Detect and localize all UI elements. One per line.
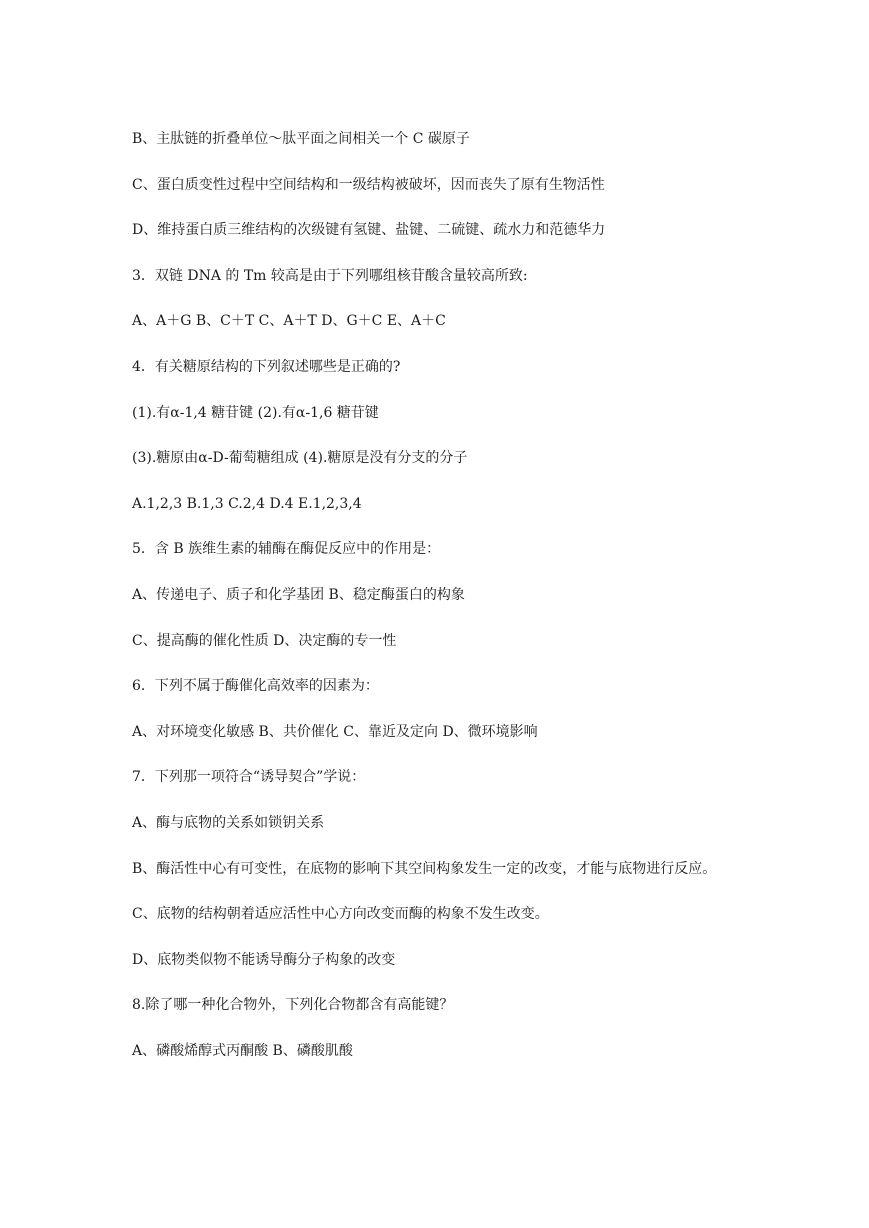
question-line: 6．下列不属于酶催化高效率的因素为： [132,678,379,695]
option-line: A、对环境变化敏感 B、共价催化 C、靠近及定向 D、微环境影响 [132,723,538,740]
question-line: 5．含 B 族维生素的辅酶在酶促反应中的作用是： [132,541,441,558]
option-line: D、维持蛋白质三维结构的次级键有氢键、盐键、二硫键、疏水力和范德华力 [132,222,606,239]
document-body [132,128,772,1085]
option-line: A、传递电子、质子和化学基团 B、稳定酶蛋白的构象 [132,586,465,603]
question-line: 3．双链 DNA 的 Tm 较高是由于下列哪组核苷酸含量较高所致: [132,267,528,284]
statement-line: (3).糖原由α-D-葡萄糖组成 (4).糖原是没有分支的分子 [132,450,468,467]
option-line: A、酶与底物的关系如锁钥关系 [132,814,325,831]
statement-line: (1).有α-1,4 糖苷键 (2).有α-1,6 糖苷键 [132,404,379,421]
question-line: 7．下列那一项符合“诱导契合”学说： [132,769,366,786]
option-line: B、主肽链的折叠单位～肽平面之间相关一个 C 碳原子 [132,131,470,147]
option-line: A、磷酸烯醇式丙酮酸 B、磷酸肌酸 [132,1042,353,1059]
option-line: A、A＋G B、C＋T C、A＋T D、G＋C E、A＋C [132,313,446,330]
option-line: C、蛋白质变性过程中空间结构和一级结构被破坏，因而丧失了原有生物活性 [132,176,605,193]
option-line: B、酶活性中心有可变性，在底物的影响下其空间构象发生一定的改变，才能与底物进行反应。 [132,860,717,877]
option-line: A.1,2,3 B.1,3 C.2,4 D.4 E.1,2,3,4 [132,495,362,512]
option-line: C、底物的结构朝着适应活性中心方向改变而酶的构象不发生改变。 [132,906,549,923]
question-line: 8.除了哪一种化合物外，下列化合物都含有高能键？ [132,997,454,1014]
option-line: C、提高酶的催化性质 D、决定酶的专一性 [132,632,397,649]
question-line: 4．有关糖原结构的下列叙述哪些是正确的? [132,358,401,375]
option-line: D、底物类似物不能诱导酶分子构象的改变 [132,951,396,968]
